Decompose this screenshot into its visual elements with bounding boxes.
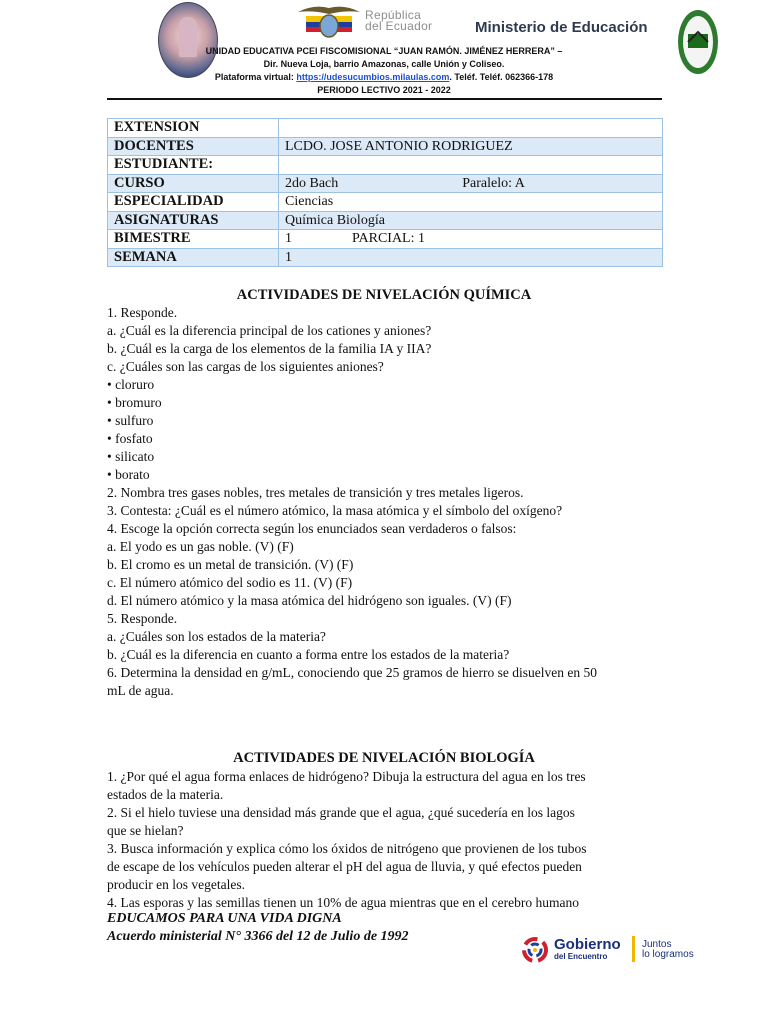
table-row (108, 248, 663, 267)
footer-acuerdo: Acuerdo ministerial N° 3366 del 12 de Julio de 1992 (107, 929, 409, 944)
label-extension: EXTENSION (108, 119, 279, 138)
list-item: • cloruro (107, 377, 155, 392)
biologia-activities (107, 768, 663, 912)
list-item: 1. ¿Por qué el agua forma enlaces de hidrógeno? Dibuja la estructura del agua en los tres (107, 769, 586, 784)
footer-motto-block (107, 910, 409, 946)
value-curso (279, 174, 663, 193)
quimica-title: ACTIVIDADES DE NIVELACIÓN QUÍMICA (236, 287, 532, 303)
gobierno-sub: del Encuentro (554, 952, 608, 961)
value-semana: 1 (279, 248, 663, 267)
list-item: a. El yodo es un gas noble. (V) (F) (107, 539, 294, 554)
label-docentes: DOCENTES (108, 137, 279, 156)
list-item: • fosfato (107, 431, 153, 446)
label-especialidad: ESPECIALIDAD (108, 193, 279, 212)
ministerio-title: Ministerio de Educación (475, 19, 648, 36)
republica-line-2: del Ecuador (365, 19, 433, 33)
list-item: c. ¿Cuáles son las cargas de los siguientes aniones? (107, 359, 384, 374)
value-especialidad: Ciencias (279, 193, 663, 212)
republica-line-1: República (365, 8, 422, 22)
label-curso: CURSO (108, 174, 279, 193)
list-item: 5. Responde. (107, 611, 178, 626)
label-semana: SEMANA (108, 248, 279, 267)
list-item: a. ¿Cuál es la diferencia principal de los cationes y aniones? (107, 323, 432, 338)
list-item: estados de la materia. (107, 787, 224, 802)
gobierno-logo (518, 932, 718, 966)
table-row (108, 137, 663, 156)
list-item: 1. Responde. (107, 305, 178, 320)
footer-motto: EDUCAMOS PARA UNA VIDA DIGNA (107, 911, 342, 926)
list-item: 3. Contesta: ¿Cuál es el número atómico, la masa atómica y el símbolo del oxígeno? (107, 503, 563, 518)
bimestre-value: 1 (285, 231, 292, 247)
quimica-activities (107, 304, 663, 700)
table-row (108, 156, 663, 175)
platform-link[interactable]: https://udesucumbios.milaulas.com (296, 72, 450, 82)
list-item: 3. Busca información y explica cómo los óxidos de nitrógeno que provienen de los tubos (107, 841, 587, 856)
gobierno-divider (632, 936, 635, 962)
list-item: a. ¿Cuáles son los estados de la materia? (107, 629, 326, 644)
list-item: b. ¿Cuál es la diferencia en cuanto a forma entre los estados de la materia? (107, 647, 510, 662)
slogan-line-2: lo logramos (642, 949, 694, 960)
label-estudiante: ESTUDIANTE: (108, 156, 279, 175)
table-row (108, 211, 663, 230)
value-docentes: LCDO. JOSE ANTONIO RODRIGUEZ (279, 137, 663, 156)
list-item: 4. Escoge la opción correcta según los enunciados sean verdaderos o falsos: (107, 521, 517, 536)
table-row (108, 174, 663, 193)
platform-line (0, 72, 768, 82)
label-asignaturas: ASIGNATURAS (108, 211, 279, 230)
table-row (108, 230, 663, 249)
table-row (108, 193, 663, 212)
parcial-value: PARCIAL: 1 (352, 231, 426, 247)
list-item: mL de agua. (107, 683, 174, 698)
gobierno-swirl-icon (518, 934, 552, 964)
biologia-title: ACTIVIDADES DE NIVELACIÓN BIOLOGÍA (233, 750, 535, 766)
phone-text: . Teléf. Teléf. 062366-178 (449, 72, 554, 82)
school-address: Dir. Nueva Loja, barrio Amazonas, calle Unión y Coliseo. (263, 59, 505, 69)
list-item: 2. Si el hielo tuviese una densidad más grande que el agua, ¿qué sucedería en los lagos (107, 805, 575, 820)
slogan-line-1: Juntos (642, 939, 672, 950)
gobierno-slogan (642, 940, 694, 960)
list-item: • borato (107, 467, 150, 482)
value-extension (279, 119, 663, 138)
value-estudiante (279, 156, 663, 175)
list-item: 4. Las esporas y las semillas tienen un 10% de agua mientras que en el cerebro humano (107, 895, 579, 910)
list-item: • sulfuro (107, 413, 154, 428)
list-item: b. El cromo es un metal de transición. (V) (F) (107, 557, 354, 572)
platform-label: Plataforma virtual: (214, 72, 297, 82)
paralelo-value: Paralelo: A (462, 175, 525, 191)
label-bimestre: BIMESTRE (108, 230, 279, 249)
list-item: • silicato (107, 449, 155, 464)
list-item: • bromuro (107, 395, 162, 410)
gobierno-word: Gobierno (554, 936, 621, 953)
info-table (107, 118, 663, 267)
list-item: 6. Determina la densidad en g/mL, conociendo que 25 gramos de hierro se disuelven en 50 (107, 665, 597, 680)
school-name: UNIDAD EDUCATIVA PCEI FISCOMISIONAL “JUAN RAMÓN. JIMÉNEZ HERRERA” – (205, 46, 563, 56)
list-item: d. El número atómico y la masa atómica del hidrógeno son iguales. (V) (F) (107, 593, 512, 608)
list-item: b. ¿Cuál es la carga de los elementos de la familia IA y IIA? (107, 341, 432, 356)
list-item: producir en los vegetales. (107, 877, 245, 892)
school-period: PERIODO LECTIVO 2021 - 2022 (317, 85, 451, 95)
value-bimestre (279, 230, 663, 249)
header-divider (107, 98, 662, 100)
list-item: c. El número atómico del sodio es 11. (V) (F) (107, 575, 353, 590)
list-item: 2. Nombra tres gases nobles, tres metales de transición y tres metales ligeros. (107, 485, 524, 500)
value-asignaturas: Química Biología (279, 211, 663, 230)
list-item: de escape de los vehículos pueden alterar el pH del agua de lluvia, y qué efectos pueden (107, 859, 582, 874)
list-item: que se hielan? (107, 823, 184, 838)
ecuador-coat-of-arms-icon (296, 2, 362, 42)
republica-ecuador-text (365, 10, 432, 32)
table-row (108, 119, 663, 138)
curso-value: 2do Bach (285, 175, 339, 191)
